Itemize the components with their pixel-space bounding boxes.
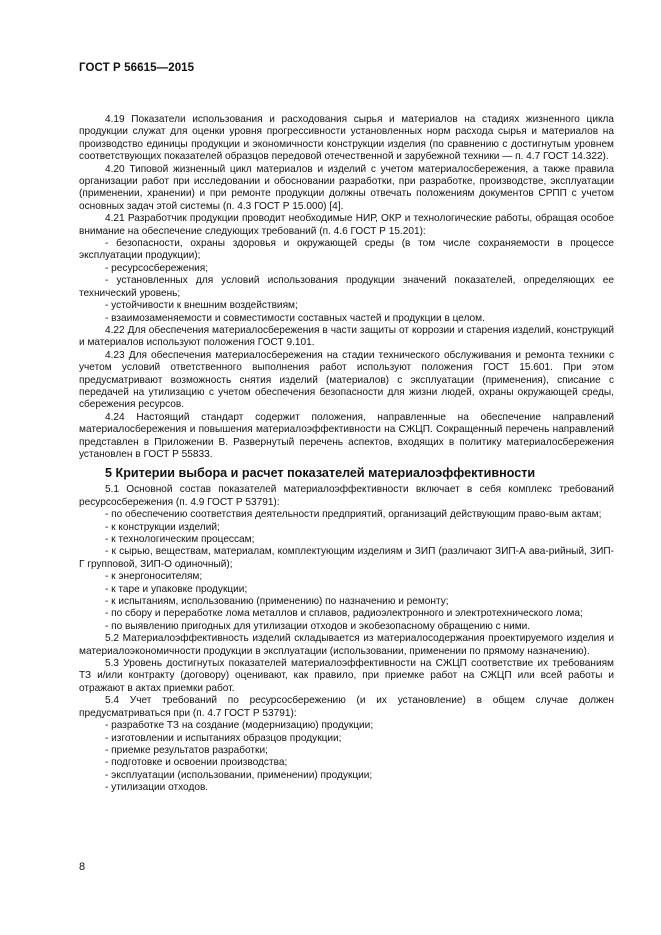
list-item: - изготовлении и испытаниях образцов продукции; <box>105 732 342 744</box>
section-5-heading: 5 Критерии выбора и расчет показателей материалоэффективности <box>105 466 536 481</box>
clause-4-20: 4.20 Типовой жизненный цикл материалов и изделий с учетом материалосбережения, а также правила организации работ при исследовании и обосновании разработки, при разработке, производстве, эксплуатации (применении, хранении) и при ремонте продукции должны отвечать положениям документов СРПП с учетом основных задач этой системы (п. 4.3 ГОСТ Р 15.000) [4]. <box>79 163 614 212</box>
list-item: - к энергоносителям; <box>105 571 203 583</box>
list-item: - по выявлению пригодных для утилизации отходов и экобезопасному обращению с ними. <box>105 620 531 632</box>
page-number: 8 <box>79 861 86 873</box>
list-item: - подготовке и освоении производства; <box>105 757 288 769</box>
clause-4-23: 4.23 Для обеспечения материалосбережения на стадии технического обслуживания и ремонта техники с учетом условий ответственного выполнения работ используют положения ГОСТ 15.601. При этом предусматривают возможность снятия изделий (материалов) с эксплуатации (применения), списание с передачей на утилизацию с учетом обеспечения безопасности для жизни людей, охраны окружающей среды, сбережения ресурсов. <box>79 349 614 411</box>
clause-5-4: 5.4 Учет требований по ресурсосбережению (и их установление) в общем случае должен предусматриваться при (п. 4.7 ГОСТ Р 53791): <box>79 695 614 719</box>
document-body <box>79 114 614 795</box>
list-item: - к испытаниям, использованию (применению) по назначению и ремонту; <box>105 596 449 608</box>
list-item: - по обеспечению соответствия деятельности предприятий, организаций действующим право-вым актам; <box>105 509 602 521</box>
list-item: - к конструкции изделий; <box>105 521 220 533</box>
document-header: ГОСТ Р 56615—2015 <box>79 62 195 74</box>
list-item: - по сбору и переработке лома металлов и сплавов, радиоэлектронного и электротехнического лома; <box>105 608 583 620</box>
clause-5-1: 5.1 Основной состав показателей материалоэффективности включает в себя комплекс требований ресурсосбережения (п. 4.9 ГОСТ Р 53791): <box>79 484 614 508</box>
list-item: - разработке ТЗ на создание (модернизацию) продукции; <box>105 720 374 732</box>
clause-4-24: 4.24 Настоящий стандарт содержит положения, направленные на обеспечение направлений материалосбережения и повышения материалоэффективности на СЖЦП. Сокращенный перечень направлений представлен в Приложении В. Развернутый перечень аспектов, входящих в политику материалосбережения установлен в ГОСТ Р 55833. <box>79 411 614 460</box>
list-item: - устойчивости к внешним воздействиям; <box>105 300 298 312</box>
clause-4-19: 4.19 Показатели использования и расходования сырья и материалов на стадиях жизненного цикла продукции служат для оценки уровня прогрессивности установленных норм расхода сырья и материалов на производство единицы продукции и экономичности конструкции изделия (по сравнению с достигнутым уровнем соответствующих показателей образцов передовой отечественной и зарубежной техники — п. 4.7 ГОСТ 14.322). <box>79 114 614 163</box>
clause-4-22: 4.22 Для обеспечения материалосбережения в части защиты от коррозии и старения изделий, конструкций и материалов используют положения ГОСТ 9.101. <box>79 324 614 349</box>
list-item: - утилизации отходов. <box>105 782 209 794</box>
list-item: - ресурсосбережения; <box>105 262 209 274</box>
clause-5-3: 5.3 Уровень достигнутых показателей материалоэффективности на СЖЦП соответствие их требованиям ТЗ и/или контракту (договору) оценивают, как правило, при приемке работ на СЖЦП или всей работы и отражают в актах приемки работ. <box>79 658 614 694</box>
list-item: - к сырью, веществам, материалам, комплектующим изделиям и ЗИП (различают ЗИП-А ава-рийный, ЗИП-Г групповой, ЗИП-О одиночный); <box>79 546 614 570</box>
clause-4-21: 4.21 Разработчик продукции проводит необходимые НИР, ОКР и технологические работы, обращая особое внимание на обеспечение следующих требований (п. 4.6 ГОСТ Р 15.201): <box>79 213 614 237</box>
list-item: - приемке результатов разработки; <box>105 744 268 756</box>
list-item: - безопасности, охраны здоровья и окружающей среды (в том числе сохраняемости в процессе эксплуатации продукции); <box>79 238 614 262</box>
clause-5-2: 5.2 Материалоэффективность изделий складывается из материалосодержания проектируемого изделия и материалоэкономичности продукции в эксплуатации (использовании, применении по прямому назначению). <box>79 633 614 657</box>
list-item: - к технологическим процессам; <box>105 534 255 545</box>
list-item: - установленных для условий использования продукции значений показателей, определяющих ее технический уровень; <box>79 275 614 299</box>
list-item: - взаимозаменяемости и совместимости составных частей и продукции в целом. <box>105 312 485 324</box>
list-item: - эксплуатации (использовании, применении) продукции; <box>105 769 373 781</box>
list-item: - к таре и упаковке продукции; <box>105 583 248 595</box>
